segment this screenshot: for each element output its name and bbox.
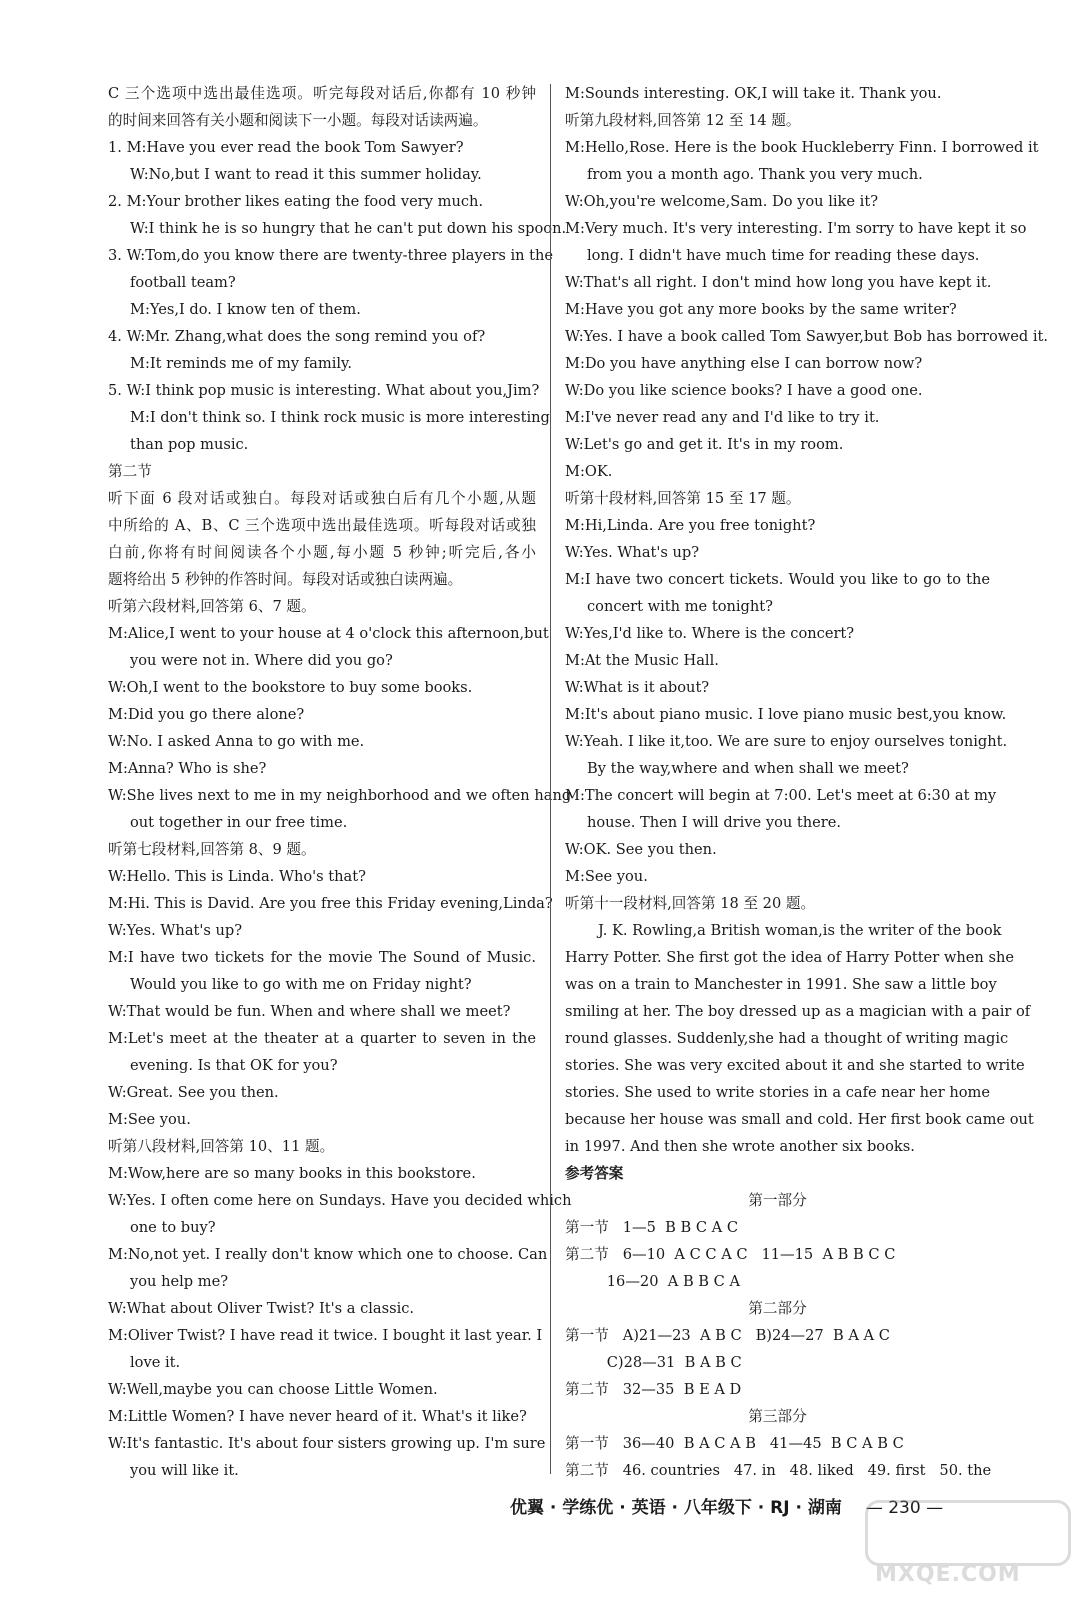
watermark-logo bbox=[865, 1500, 1065, 1590]
text-line: M:I don't think so. I think rock music is more interesting bbox=[130, 409, 550, 426]
text-line: W:Yeah. I like it,too. We are sure to enjoy ourselves tonight. bbox=[565, 733, 1008, 750]
text-line: from you a month ago. Thank you very much. bbox=[587, 166, 923, 183]
text-line: M:Have you got any more books by the same writer? bbox=[565, 301, 957, 318]
text-line: W:Yes. What's up? bbox=[108, 922, 243, 939]
text-line: W:Great. See you then. bbox=[108, 1084, 279, 1101]
text-line: stories. She was very excited about it and she started to write bbox=[565, 1057, 1025, 1074]
text-line: J. K. Rowling,a British woman,is the writer of the book bbox=[598, 922, 1002, 939]
footer-title: 优翼 · 学练优 · 英语 · 八年级下 · RJ · 湖南 bbox=[510, 1498, 842, 1518]
text-line: 1. M:Have you ever read the book Tom Sawyer? bbox=[108, 139, 464, 156]
left-column bbox=[108, 80, 572, 1484]
text-line: W:Yes,I'd like to. Where is the concert? bbox=[565, 625, 855, 642]
text-line: in 1997. And then she wrote another six books. bbox=[565, 1138, 915, 1155]
text-line: house. Then I will drive you there. bbox=[587, 814, 842, 831]
text-line: W:No. I asked Anna to go with me. bbox=[108, 733, 365, 750]
text-line: M:Little Women? I have never heard of it. What's it like? bbox=[108, 1408, 527, 1425]
column-divider bbox=[550, 84, 551, 1474]
text-line: one to buy? bbox=[130, 1219, 216, 1236]
text-line: W:That would be fun. When and where shall we meet? bbox=[108, 1003, 511, 1020]
text-line: out together in our free time. bbox=[130, 814, 348, 831]
text-line: long. I didn't have much time for reading these days. bbox=[587, 247, 980, 264]
text-line: 题将给出 5 秒钟的作答时间。每段对话或独白读两遍。 bbox=[108, 571, 463, 588]
text-line: C 三个选项中选出最佳选项。听完每段对话后,你都有 10 秒钟 bbox=[108, 85, 536, 102]
text-line: 第三部分 bbox=[748, 1408, 807, 1425]
text-line: M:Wow,here are so many books in this bookstore. bbox=[108, 1165, 476, 1182]
text-line: M:No,not yet. I really don't know which one to choose. Can bbox=[108, 1246, 548, 1263]
text-line: Would you like to go with me on Friday night? bbox=[130, 976, 472, 993]
text-line: W:She lives next to me in my neighborhood and we often hang bbox=[108, 787, 572, 804]
text-line: 听第十一段材料,回答第 18 至 20 题。 bbox=[565, 895, 816, 912]
text-line: Harry Potter. She first got the idea of Harry Potter when she bbox=[565, 949, 1014, 966]
text-line: stories. She used to write stories in a cafe near her home bbox=[565, 1084, 990, 1101]
text-line: M:Anna? Who is she? bbox=[108, 760, 267, 777]
text-line: 2. M:Your brother likes eating the food very much. bbox=[108, 193, 484, 210]
text-line: love it. bbox=[130, 1354, 181, 1371]
text-line: M:At the Music Hall. bbox=[565, 652, 719, 669]
text-line: M:See you. bbox=[108, 1111, 191, 1128]
text-line: M:Hi. This is David. Are you free this Friday evening,Linda? bbox=[108, 895, 553, 912]
text-line: 第二节 6—10 A C C A C 11—15 A B B C C bbox=[565, 1246, 896, 1263]
text-line: you were not in. Where did you go? bbox=[130, 652, 393, 669]
text-line: evening. Is that OK for you? bbox=[130, 1057, 338, 1074]
text-line: concert with me tonight? bbox=[587, 598, 773, 615]
text-line: W:No,but I want to read it this summer holiday. bbox=[130, 166, 482, 183]
text-line: 第一部分 bbox=[748, 1192, 807, 1209]
text-line: W:Well,maybe you can choose Little Women. bbox=[108, 1381, 438, 1398]
text-line: M:Very much. It's very interesting. I'm sorry to have kept it so bbox=[565, 220, 1027, 237]
text-line: W:Hello. This is Linda. Who's that? bbox=[108, 868, 366, 885]
watermark-badge-icon bbox=[865, 1500, 1071, 1566]
text-line: 的时间来回答有关小题和阅读下一小题。每段对话读两遍。 bbox=[108, 112, 488, 129]
text-line: 4. W:Mr. Zhang,what does the song remind you of? bbox=[108, 328, 486, 345]
text-line: M:Hello,Rose. Here is the book Huckleberry Finn. I borrowed it bbox=[565, 139, 1039, 156]
text-line: 听第九段材料,回答第 12 至 14 题。 bbox=[565, 112, 801, 129]
text-line: you help me? bbox=[130, 1273, 229, 1290]
text-line: football team? bbox=[130, 274, 236, 291]
text-line: 第二部分 bbox=[748, 1300, 807, 1317]
text-line: M:Did you go there alone? bbox=[108, 706, 305, 723]
text-line: 第二节 bbox=[108, 463, 152, 480]
text-line: 听下面 6 段对话或独白。每段对话或独白后有几个小题,从题 bbox=[108, 490, 536, 507]
watermark-text: MXQE.COM bbox=[875, 1562, 1021, 1587]
text-line: 白前,你将有时间阅读各个小题,每小题 5 秒钟;听完后,各小 bbox=[108, 544, 536, 561]
text-line: M:It reminds me of my family. bbox=[130, 355, 352, 372]
text-line: M:The concert will begin at 7:00. Let's meet at 6:30 at my bbox=[565, 787, 997, 804]
text-line: W:Yes. What's up? bbox=[565, 544, 700, 561]
text-line: W:That's all right. I don't mind how long you have kept it. bbox=[565, 274, 992, 291]
text-line: M:Yes,I do. I know ten of them. bbox=[130, 301, 361, 318]
text-line: M:Oliver Twist? I have read it twice. I bought it last year. I bbox=[108, 1327, 543, 1344]
text-line: M:Sounds interesting. OK,I will take it. Thank you. bbox=[565, 85, 942, 102]
text-line: W:Yes. I often come here on Sundays. Have you decided which bbox=[108, 1192, 572, 1209]
text-line: 第一节 1—5 B B C A C bbox=[565, 1219, 739, 1236]
right-column bbox=[565, 80, 1049, 1484]
text-line: 听第八段材料,回答第 10、11 题。 bbox=[108, 1138, 335, 1155]
text-line: C)28—31 B A B C bbox=[565, 1354, 742, 1371]
text-line: M:It's about piano music. I love piano music best,you know. bbox=[565, 706, 1007, 723]
text-line: W:Do you like science books? I have a good one. bbox=[565, 382, 923, 399]
text-line: M:See you. bbox=[565, 868, 648, 885]
text-line: 3. W:Tom,do you know there are twenty-three players in the bbox=[108, 247, 554, 264]
text-line: smiling at her. The boy dressed up as a magician with a pair of bbox=[565, 1003, 1031, 1020]
text-line: W:Yes. I have a book called Tom Sawyer,but Bob has borrowed it. bbox=[565, 328, 1049, 345]
text-line: M:Let's meet at the theater at a quarter to seven in the bbox=[108, 1030, 536, 1047]
text-line: W:It's fantastic. It's about four sisters growing up. I'm sure bbox=[108, 1435, 546, 1452]
text-line: you will like it. bbox=[130, 1462, 239, 1479]
text-line: M:I have two concert tickets. Would you like to go to the bbox=[565, 571, 990, 588]
text-line: By the way,where and when shall we meet? bbox=[587, 760, 909, 777]
page-number: — 230 — bbox=[865, 1498, 944, 1518]
text-line: 5. W:I think pop music is interesting. What about you,Jim? bbox=[108, 382, 540, 399]
text-line: 听第十段材料,回答第 15 至 17 题。 bbox=[565, 490, 801, 507]
text-line: W:What is it about? bbox=[565, 679, 710, 696]
text-line: round glasses. Suddenly,she had a thought of writing magic bbox=[565, 1030, 1009, 1047]
text-line: 16—20 A B B C A bbox=[565, 1273, 741, 1290]
text-line: W:Let's go and get it. It's in my room. bbox=[565, 436, 844, 453]
text-line: than pop music. bbox=[130, 436, 249, 453]
text-line: M:I have two tickets for the movie The Sound of Music. bbox=[108, 949, 536, 966]
text-line: 第二节 46. countries 47. in 48. liked 49. first 50. the bbox=[565, 1462, 992, 1479]
text-line: W:I think he is so hungry that he can't put down his spoon. bbox=[130, 220, 567, 237]
text-line: 参考答案 bbox=[565, 1165, 624, 1182]
text-line: 听第六段材料,回答第 6、7 题。 bbox=[108, 598, 316, 615]
text-line: M:OK. bbox=[565, 463, 613, 480]
text-line: 第二节 32—35 B E A D bbox=[565, 1381, 742, 1398]
text-line: 第一节 36—40 B A C A B 41—45 B C A B C bbox=[565, 1435, 904, 1452]
text-line: M:Alice,I went to your house at 4 o'clock this afternoon,but bbox=[108, 625, 549, 642]
text-line: W:OK. See you then. bbox=[565, 841, 717, 858]
text-line: 听第七段材料,回答第 8、9 题。 bbox=[108, 841, 316, 858]
text-line: was on a train to Manchester in 1991. She saw a little boy bbox=[565, 976, 997, 993]
text-line: W:Oh,I went to the bookstore to buy some books. bbox=[108, 679, 473, 696]
text-line: W:What about Oliver Twist? It's a classic. bbox=[108, 1300, 415, 1317]
text-line: M:I've never read any and I'd like to try it. bbox=[565, 409, 880, 426]
text-line: M:Hi,Linda. Are you free tonight? bbox=[565, 517, 816, 534]
text-line: 中所给的 A、B、C 三个选项中选出最佳选项。听每段对话或独 bbox=[108, 517, 536, 534]
text-line: M:Do you have anything else I can borrow now? bbox=[565, 355, 923, 372]
text-line: because her house was small and cold. Her first book came out bbox=[565, 1111, 1034, 1128]
text-line: W:Oh,you're welcome,Sam. Do you like it? bbox=[565, 193, 879, 210]
text-line: 第一节 A)21—23 A B C B)24—27 B A A C bbox=[565, 1327, 890, 1344]
